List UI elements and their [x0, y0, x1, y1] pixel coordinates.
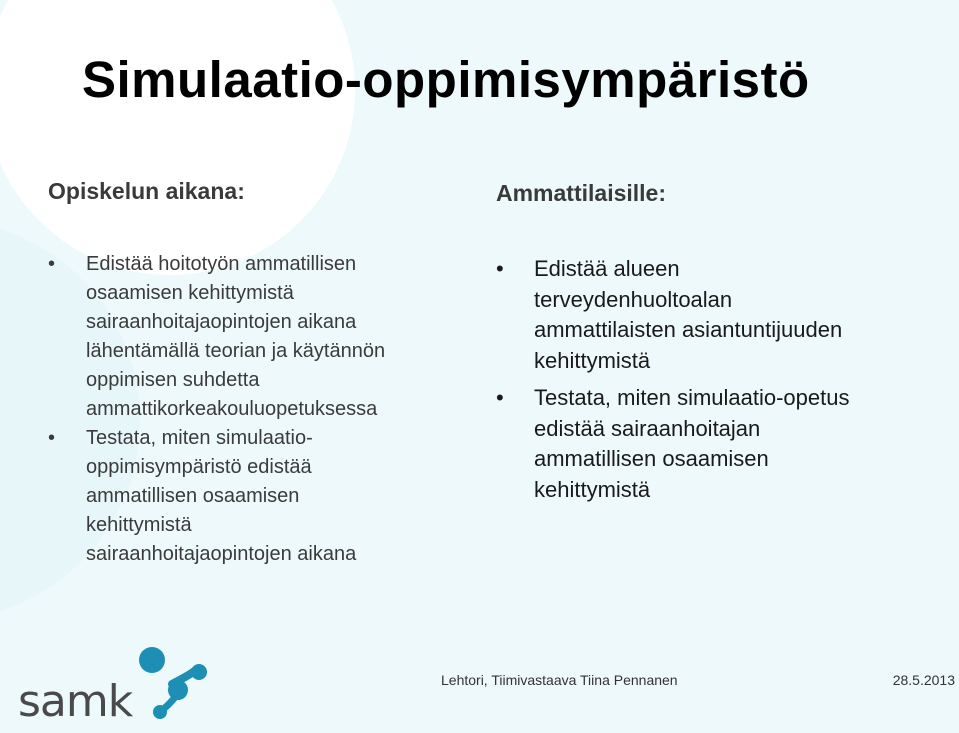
- slide-title: Simulaatio-oppimisympäristö: [82, 51, 810, 108]
- bullet-text: Edistää alueen terveydenhuoltoalan ammattilaisten asiantuntijuuden kehittymistä: [534, 256, 843, 373]
- left-column-heading: Opiskelun aikana:: [48, 178, 245, 204]
- bullet-text: Testata, miten simulaatio-opetus edistää sairaanhoitajan ammatillisen osaamisen kehittymistä: [534, 385, 850, 502]
- bullet-icon: •: [48, 253, 56, 275]
- left-bullet-list: [48, 250, 468, 569]
- right-column-heading: Ammattilaisille:: [496, 180, 666, 206]
- bullet-text: Edistää hoitotyön ammatillisen osaamisen kehittymistä sairaanhoitajaopintojen aikana lähentämällä teorian ja käytännön oppimisen suhdetta ammattikorkeakouluopetuksessa: [86, 253, 386, 420]
- bullet-icon: •: [496, 385, 504, 410]
- footer-date: 28.5.2013: [892, 672, 955, 688]
- footer-author: Lehtori, Tiimivastaava Tiina Pennanen: [441, 672, 678, 688]
- samk-logo: [18, 640, 208, 730]
- bullet-icon: •: [496, 256, 504, 281]
- bullet-icon: •: [48, 427, 56, 449]
- list-item: [48, 424, 468, 569]
- list-item: [48, 250, 468, 424]
- logo-wordmark: samk: [18, 676, 133, 727]
- list-item: [496, 254, 936, 376]
- bullet-text: Testata, miten simulaatio- oppimisympäristö edistää ammatillisen osaamisen kehittymistä sairaanhoitajaopintojen aikana: [86, 427, 357, 565]
- list-item: [496, 383, 936, 505]
- right-bullet-list: [496, 254, 936, 512]
